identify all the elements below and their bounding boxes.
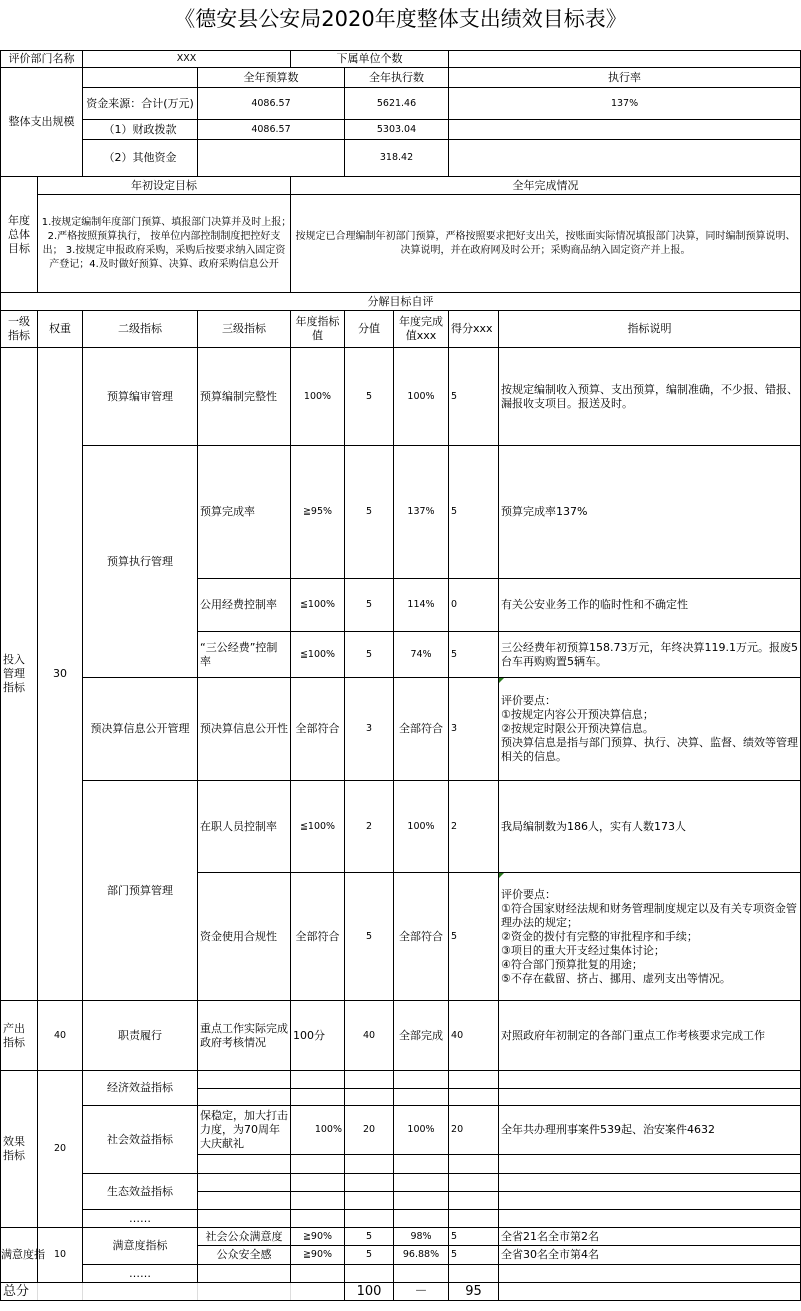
l3-cell: 重点工作实际完成政府考核情况 (198, 1001, 291, 1071)
got-cell: 40 (449, 1001, 499, 1071)
empty-cell (291, 1155, 345, 1174)
exec-rate: 137% (449, 88, 801, 120)
l2-satisfaction: 满意度指标 (83, 1228, 198, 1265)
actual-cell: 全部符合 (394, 678, 449, 781)
header-l1: 一级指标 (1, 311, 38, 348)
header-l2: 二级指标 (83, 311, 198, 348)
score-cell: 5 (345, 873, 394, 1001)
satisfaction-more: …… (83, 1265, 198, 1283)
target-cell: 100分 (291, 1001, 345, 1071)
actual-cell: 全部符合 (394, 873, 449, 1001)
sub-units-label: 下属单位个数 (291, 51, 449, 68)
target-cell: ≦100% (291, 579, 345, 632)
header-score: 分值 (345, 311, 394, 348)
l2-ecology: 生态效益指标 (83, 1174, 198, 1210)
empty-cell (394, 1155, 449, 1174)
actual-cell: 100% (394, 348, 449, 446)
scale-blank (83, 68, 198, 88)
total-score: 100 (345, 1283, 394, 1301)
other-rate (449, 140, 801, 177)
empty-cell (394, 1210, 449, 1228)
desc-cell: 三公经费年初预算158.73万元，年终决算119.1万元。报废5台车再购购置5辆车。 (499, 632, 801, 678)
empty-cell (449, 1155, 499, 1174)
got-cell: 3 (449, 678, 499, 781)
actual-cell: 100% (394, 1106, 449, 1155)
empty-cell (499, 1071, 801, 1089)
empty-cell (198, 1265, 291, 1283)
l3-cell: 预算编制完整性 (198, 348, 291, 446)
l1-satisfaction: 满意度指 (1, 1228, 38, 1283)
dept-name-label: 评价部门名称 (1, 51, 83, 68)
table-row (1, 1106, 801, 1155)
total-exec: 5621.46 (345, 88, 449, 120)
l1-input: 投入管理指标 (1, 348, 38, 1001)
empty-cell (394, 1192, 449, 1210)
target-cell: ≦100% (291, 632, 345, 678)
score-cell: 40 (345, 1001, 394, 1071)
weight-effect: 20 (38, 1071, 83, 1228)
empty-cell (499, 1155, 801, 1174)
empty-cell (291, 1192, 345, 1210)
empty-cell (449, 1071, 499, 1089)
desc-cell: 评价要点： ①按规定内容公开预决算信息； ②按规定时限公开预决算信息。 预决算信息是指与部门预算、执行、决算、监督、绩效等管理相关的信息。 (499, 678, 801, 781)
header-l3: 三级指标 (198, 311, 291, 348)
l2-cell: 职责履行 (83, 1001, 198, 1071)
empty-cell (291, 1283, 345, 1301)
completion-text: 按规定已合理编制年初部门预算，严格按照要求把好支出关，按账面实际情况填报部门决算，同时编制预算说明、决算说明，并在政府网及时公开；采购商品纳入固定资产并上报。 (291, 195, 801, 293)
other-budget (198, 140, 345, 177)
l2-economic: 经济效益指标 (83, 1071, 198, 1106)
empty-cell (198, 1210, 291, 1228)
got-cell: 5 (449, 446, 499, 579)
target-cell: ≦100% (291, 781, 345, 873)
l1-effect: 效果指标 (1, 1071, 38, 1228)
score-cell: 5 (345, 1228, 394, 1246)
target-cell: 全部符合 (291, 873, 345, 1001)
actual-cell: 74% (394, 632, 449, 678)
empty-cell (449, 1089, 499, 1106)
empty-cell (198, 1283, 291, 1301)
desc-cell: 有关公安业务工作的临时性和不确定性 (499, 579, 801, 632)
empty-cell (394, 1089, 449, 1106)
empty-cell (345, 1265, 394, 1283)
empty-cell (394, 1265, 449, 1283)
header-target: 年度指标值 (291, 311, 345, 348)
sub-units-value (449, 51, 801, 68)
empty-cell (499, 1089, 801, 1106)
target-cell: ≧90% (291, 1246, 345, 1265)
empty-cell (198, 1155, 291, 1174)
empty-cell (499, 1265, 801, 1283)
actual-cell: 96.88% (394, 1246, 449, 1265)
total-row (1, 1283, 801, 1301)
l3-cell: 保稳定，加大打击力度，为70周年大庆献礼 (198, 1106, 291, 1155)
empty-cell (291, 1265, 345, 1283)
empty-cell (198, 1192, 291, 1210)
empty-cell (83, 1283, 198, 1301)
l3-cell: 预决算信息公开性 (198, 678, 291, 781)
actual-cell: 全部完成 (394, 1001, 449, 1071)
l2-cell: 预算编审管理 (83, 348, 198, 446)
desc-cell: 全省21名全市第2名 (499, 1228, 801, 1246)
fiscal-rate (449, 120, 801, 140)
empty-cell (394, 1071, 449, 1089)
empty-cell (345, 1071, 394, 1089)
empty-cell (449, 1174, 499, 1192)
desc-cell: 预算完成率137% (499, 446, 801, 579)
header-weight: 权重 (38, 311, 83, 348)
target-cell: 全部符合 (291, 678, 345, 781)
l2-social: 社会效益指标 (83, 1106, 198, 1174)
other-exec: 318.42 (345, 140, 449, 177)
l3-cell: 公众安全感 (198, 1246, 291, 1265)
target-cell: ≧90% (291, 1228, 345, 1246)
fiscal-budget: 4086.57 (198, 120, 345, 140)
l3-cell: 公用经费控制率 (198, 579, 291, 632)
total-label: 总分 (1, 1283, 38, 1301)
performance-table (0, 50, 801, 1301)
got-cell: 5 (449, 632, 499, 678)
score-cell: 5 (345, 348, 394, 446)
empty-cell (198, 1174, 291, 1192)
l2-cell: 预算执行管理 (83, 446, 198, 678)
desc-cell: 按规定编制收入预算、支出预算，编制准确，不少报、错报、漏报收支项目。报送及时。 (499, 348, 801, 446)
got-cell: 5 (449, 1246, 499, 1265)
empty-cell (499, 1210, 801, 1228)
got-cell: 5 (449, 873, 499, 1001)
score-cell: 2 (345, 781, 394, 873)
got-cell: 2 (449, 781, 499, 873)
target-cell: ≧95% (291, 446, 345, 579)
l3-cell: 资金使用合规性 (198, 873, 291, 1001)
empty-cell (499, 1174, 801, 1192)
empty-cell (291, 1210, 345, 1228)
score-cell: 5 (345, 632, 394, 678)
empty-cell (499, 1283, 801, 1301)
score-cell: 5 (345, 1246, 394, 1265)
completion-label: 全年完成情况 (291, 177, 801, 195)
score-cell: 3 (345, 678, 394, 781)
l3-cell: 在职人员控制率 (198, 781, 291, 873)
empty-cell (345, 1174, 394, 1192)
goals-label: 年度总体目标 (1, 177, 38, 293)
fiscal-exec: 5303.04 (345, 120, 449, 140)
fund-fiscal: （1）财政拨款 (83, 120, 198, 140)
desc-cell: 我局编制数为186人，实有人数173人 (499, 781, 801, 873)
dept-name-value: XXX (83, 51, 291, 68)
empty-cell (449, 1210, 499, 1228)
empty-cell (345, 1192, 394, 1210)
table-row (1, 781, 801, 873)
total-got: 95 (449, 1283, 499, 1301)
total-actual: － (394, 1283, 449, 1301)
weight-input: 30 (38, 348, 83, 1001)
empty-cell (345, 1089, 394, 1106)
empty-cell (449, 1265, 499, 1283)
got-cell: 5 (449, 348, 499, 446)
empty-cell (198, 1071, 291, 1089)
actual-cell: 114% (394, 579, 449, 632)
l1-output: 产出指标 (1, 1001, 38, 1071)
empty-cell (394, 1174, 449, 1192)
actual-cell: 137% (394, 446, 449, 579)
total-budget: 4086.57 (198, 88, 345, 120)
desc-cell: 全年共办理刑事案件539起、治安案件4632 (499, 1106, 801, 1155)
empty-cell (291, 1089, 345, 1106)
got-cell: 5 (449, 1228, 499, 1246)
target-cell: 100% (291, 1106, 345, 1155)
empty-cell (499, 1192, 801, 1210)
empty-cell (291, 1174, 345, 1192)
breakdown-label: 分解目标自评 (1, 293, 801, 311)
l3-cell: 社会公众满意度 (198, 1228, 291, 1246)
table-row (1, 446, 801, 579)
desc-cell: 评价要点： ①符合国家财经法规和财务管理制度规定以及有关专项资金管理办法的规定； ②资金的拨付有完整的审批程序和手续； ③项目的重大开支经过集体讨论； ④符合部门预算批复的用途； ⑤不存在截留、挤占、挪用、虚列支出等情况。 (499, 873, 801, 1001)
weight-satisfaction: 10 (38, 1228, 83, 1283)
score-cell: 20 (345, 1106, 394, 1155)
table-row (1, 1228, 801, 1246)
l2-cell: 部门预算管理 (83, 781, 198, 1001)
header-got: 得分xxx (449, 311, 499, 348)
empty-cell (198, 1089, 291, 1106)
scale-label: 整体支出规模 (1, 68, 83, 177)
header-actual: 年度完成值xxx (394, 311, 449, 348)
empty-cell (345, 1155, 394, 1174)
target-cell: 100% (291, 348, 345, 446)
effect-more: …… (83, 1210, 198, 1228)
l2-cell: 预决算信息公开管理 (83, 678, 198, 781)
l3-cell: “三公经费”控制率 (198, 632, 291, 678)
header-desc: 指标说明 (499, 311, 801, 348)
weight-output: 40 (38, 1001, 83, 1071)
got-cell: 0 (449, 579, 499, 632)
score-cell: 5 (345, 446, 394, 579)
actual-cell: 100% (394, 781, 449, 873)
l3-cell: 预算完成率 (198, 446, 291, 579)
actual-cell: 98% (394, 1228, 449, 1246)
empty-cell (449, 1192, 499, 1210)
fund-source-total: 资金来源：合计(万元) (83, 88, 198, 120)
empty-cell (345, 1210, 394, 1228)
desc-cell: 全省30名全市第4名 (499, 1246, 801, 1265)
col-rate: 执行率 (449, 68, 801, 88)
initial-goal-text: 1.按规定编制年度部门预算、填报部门决算并及时上报； 2.严格按照预算执行， 按单位内部控制制度把控好支出； 3.按规定申报政府采购，采购后按要求纳入固定资产登记；4.及时做好预算、决算、政府采购信息公开 (38, 195, 291, 293)
empty-cell (38, 1283, 83, 1301)
col-exec: 全年执行数 (345, 68, 449, 88)
empty-cell (291, 1071, 345, 1089)
col-budget: 全年预算数 (198, 68, 345, 88)
got-cell: 20 (449, 1106, 499, 1155)
table-row (1, 348, 801, 446)
page-title: 《德安县公安局2020年度整体支出绩效目标表》 (174, 7, 627, 31)
table-row (1, 678, 801, 781)
initial-goal-label: 年初设定目标 (38, 177, 291, 195)
fund-other: （2）其他资金 (83, 140, 198, 177)
desc-cell: 对照政府年初制定的各部门重点工作考核要求完成工作 (499, 1001, 801, 1071)
score-cell: 5 (345, 579, 394, 632)
table-row (1, 1001, 801, 1071)
